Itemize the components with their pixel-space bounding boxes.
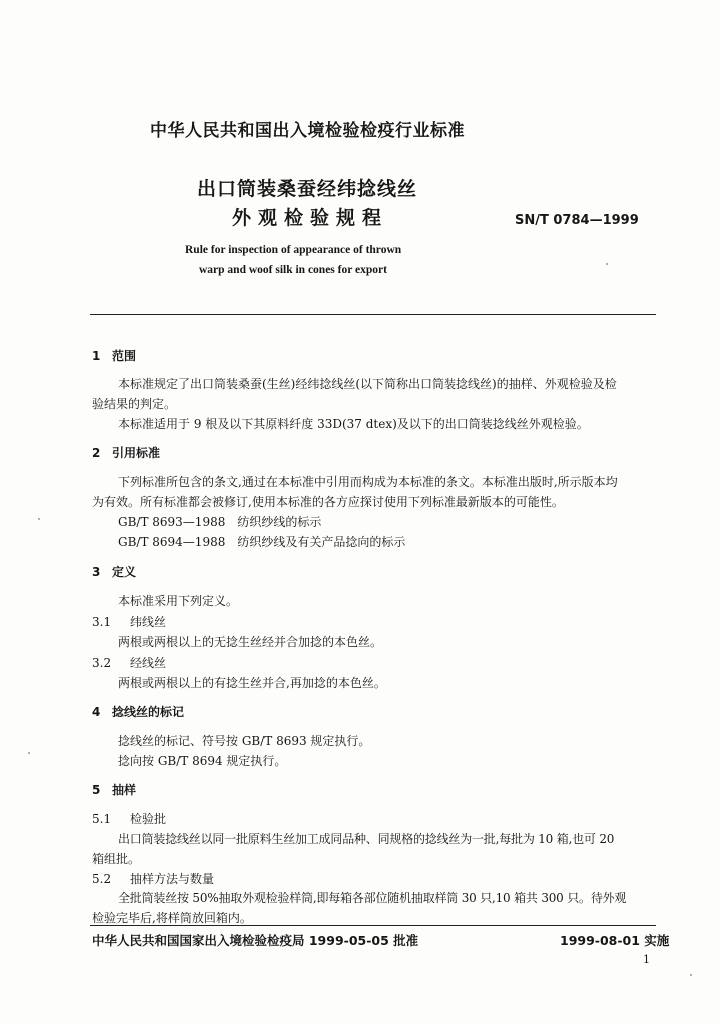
paragraph: 捻线丝的标记、符号按 GB/T 8693 规定执行。 [118, 734, 371, 748]
subsection-number: 3.2 [92, 656, 112, 670]
paragraph: 本标准采用下列定义。 [118, 594, 239, 608]
scan-speck [28, 752, 30, 754]
effective-date: 1999-08-01 实施 [560, 933, 670, 948]
section-3-heading [92, 563, 136, 580]
page-number: 1 [643, 953, 650, 966]
section-title: 定义 [112, 565, 137, 579]
section-number: 2 [92, 446, 101, 460]
section-number: 1 [92, 349, 101, 363]
reference-item: GB/T 8694—1988 纺织纱线及有关产品捻向的标示 [118, 535, 406, 549]
section-title: 引用标准 [112, 446, 161, 460]
section-1-heading [92, 347, 136, 364]
paragraph: 两根或两根以上的无捻生丝经并合加捻的本色丝。 [118, 635, 383, 649]
section-number: 4 [92, 705, 101, 719]
subsection-title: 经线丝 [130, 656, 167, 670]
paragraph: 为有效。所有标准都会被修订,使用本标准的各方应探讨使用下列标准最新版本的可能性。 [92, 495, 564, 509]
issuing-organization: 中华人民共和国出入境检验检疫行业标准 [150, 121, 465, 141]
approval-line: 中华人民共和国国家出入境检验检疫局 1999-05-05 批准 [92, 933, 419, 948]
subsection-number: 5.1 [92, 812, 112, 826]
definition-3-1-heading [92, 613, 166, 630]
subsection-number: 5.2 [92, 872, 112, 886]
section-number: 5 [92, 783, 101, 797]
subsection-5-1-heading [92, 810, 166, 827]
section-title: 抽样 [112, 783, 137, 797]
paragraph: 捻向按 GB/T 8694 规定执行。 [118, 754, 287, 768]
section-title: 捻线丝的标记 [112, 705, 185, 719]
reference-item: GB/T 8693—1988 纺织纱线的标示 [118, 515, 322, 529]
scan-speck [606, 263, 608, 265]
paragraph: 两根或两根以上的有捻生丝并合,再加捻的本色丝。 [118, 676, 386, 690]
paragraph: 本标准适用于 9 根及以下其原料纤度 33D(37 dtex)及以下的出口筒装捻线丝外观检验。 [118, 417, 589, 431]
standard-code: SN/T 0784—1999 [515, 213, 639, 228]
scan-speck [690, 974, 692, 976]
footer-divider [90, 925, 656, 926]
definition-3-2-heading [92, 654, 166, 671]
section-4-heading [92, 703, 184, 720]
subsection-title: 检验批 [130, 812, 167, 826]
section-title: 范围 [112, 349, 137, 363]
subsection-title: 抽样方法与数量 [130, 872, 215, 886]
subsection-5-2-heading [92, 870, 214, 887]
section-number: 3 [92, 565, 101, 579]
paragraph: 检验完毕后,将样筒放回箱内。 [92, 911, 252, 925]
paragraph: 本标准规定了出口筒装桑蚕(生丝)经纬捻线丝(以下简称出口筒装捻线丝)的抽样、外观检验及检 [118, 377, 617, 391]
english-title-line-1: Rule for inspection of appearance of thrown [185, 244, 402, 256]
scan-speck [38, 518, 40, 520]
english-title-line-2: warp and woof silk in cones for export [199, 264, 387, 276]
paragraph: 下列标准所包含的条文,通过在本标准中引用而构成为本标准的条文。本标准出版时,所示版本均 [118, 475, 618, 489]
section-5-heading [92, 781, 136, 798]
subsection-number: 3.1 [92, 615, 112, 629]
section-2-heading [92, 444, 160, 461]
paragraph: 箱组批。 [92, 852, 141, 866]
paragraph: 出口筒装捻线丝以同一批原料生丝加工成同品种、同规格的捻线丝为一批,每批为 10 箱,也可 20 [118, 832, 615, 846]
title-line-2: 外观检验规程 [232, 207, 389, 229]
paragraph: 验结果的判定。 [92, 397, 177, 411]
paragraph: 全批筒装丝按 50%抽取外观检验样筒,即每箱各部位随机抽取样筒 30 只,10 箱共 300 只。待外观 [118, 891, 627, 905]
subsection-title: 纬线丝 [130, 615, 167, 629]
header-divider [90, 314, 656, 315]
title-line-1: 出口筒装桑蚕经纬捻线丝 [197, 178, 418, 200]
